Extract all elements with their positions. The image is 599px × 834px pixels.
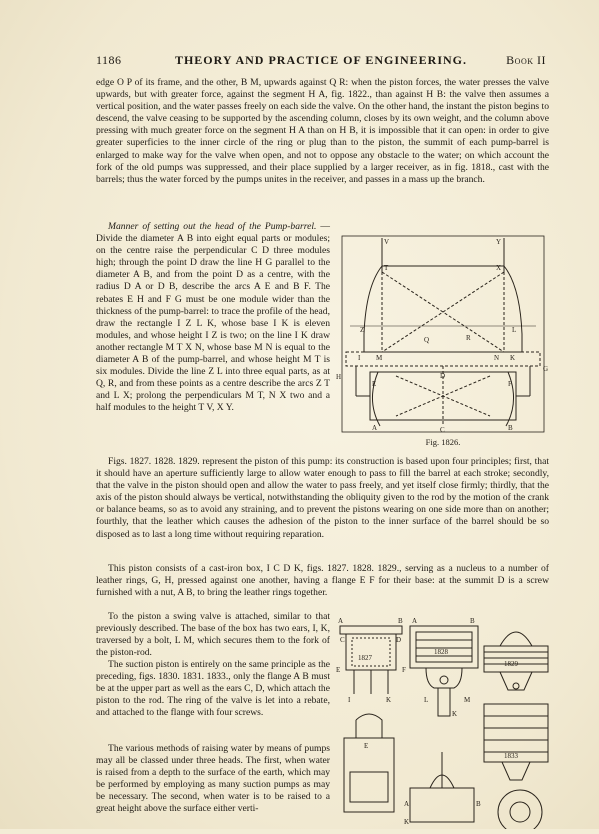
figure-label: M (464, 696, 471, 704)
figure-label: E (364, 742, 369, 750)
figure-label: L (424, 696, 429, 704)
paragraph-suction-piston (96, 659, 330, 719)
paragraph-raising-water (96, 743, 330, 816)
figure-number: 1833 (504, 752, 518, 760)
figure-label: K (452, 710, 458, 718)
figure-label: D (396, 636, 402, 644)
figure-label: B (508, 424, 513, 432)
figure-label: A (338, 617, 344, 625)
figure-label: V (384, 238, 390, 246)
figure-label: I (358, 354, 361, 362)
figure-label: K (404, 818, 410, 826)
figure-label: B (470, 617, 475, 625)
figure-label: H (336, 373, 342, 381)
figure-label: B (476, 800, 481, 808)
figure-label: G (543, 365, 549, 373)
paragraph-text: To the piston a swing valve is attached, similar to that previously described. The base of the box has two ears, I, K, traversed by a bolt, L M, which secures them to the fork of the piston-rod. (96, 611, 330, 659)
figure-1826 (336, 226, 550, 452)
figure-label: X (496, 264, 502, 272)
running-title: THEORY AND PRACTICE OF ENGINEERING. (174, 53, 468, 67)
figure-label: I (348, 696, 351, 704)
paragraph-text: edge O P of its frame, and the other, B M, upwards against Q R: when the piston forces, the water presses the valve upwards, but with greater force, against the segment H A, fig. 1822., than against H B: the valve then assumes a vertical position, and the water passes freely on each side the valve. On the other hand, the instant the piston begins to descend, the valve ceasing to be supported by the ascending column, closes by its own weight, and the column above pressing with much greater force on the segment H A than on H B, it is impossible that it can open: in order to give greater superficies to the inner circle of the ring or plug than to the piston, the summit of each pump-barrel is enlarged to make way for the valve when open, and not to oppose any obstacle to the water; on which account the fork of the old pumps was suppressed, and their place supplied by a larger receiver, as in fig. 1818., cast with the barrels; thus the water forced by the pumps unites in the receiver, and passes in a mass up the branch. (96, 77, 549, 185)
figure-caption: Fig. 1826. (425, 437, 461, 447)
figure-label: N (494, 354, 500, 362)
figure-label: A (372, 424, 378, 432)
paragraph-text: — Divide the diameter A B into eight equal parts or modules; on the centre raise the perpendicular C D three modules high; through the point D draw the line H G parallel to the diameter A B, and from the point D as a centre, with the radius D A or D B, describe the arcs A E and B F. The rebates E H and F G must be one module wider than the thickness of the pump-barrel: to trace the profile of the head, draw the rectangle I Z L K, whose base I K is eleven modules, and whose height I Z is two; on the line I K draw another rectangle M T X N, whose base M N is equal to the diameter A B of the pump-barrel, and whose height M T is six modules. Divide the line Z L into three equal parts, as at Q, R, and from these points as a centre describe the arcs Z T and L X; prolong the perpendiculars M T, N X two and a half modules to the height T V, X Y. (96, 221, 330, 414)
figure-label: A (404, 800, 410, 808)
figure-label: Y (496, 238, 502, 246)
figure-label: C (340, 636, 345, 644)
pump-head-drawing (336, 226, 550, 436)
figure-label: L (512, 326, 517, 334)
figure-label: Q (424, 336, 430, 344)
figure-label: K (386, 696, 392, 704)
paragraph-text: The suction piston is entirely on the same principle as the preceding, figs. 1830. 1831. 1833., only the flange A B must be at the upper part as well as the ears C, D, which attach the piston to the rod. The ring of the valve is let into a rebate, and attached to the flange with four screws. (96, 659, 330, 719)
figure-label: K (510, 354, 516, 362)
figure-number: 1829 (504, 660, 518, 668)
figure-label: F (402, 666, 406, 674)
running-header (96, 53, 546, 69)
book-label: Book II (506, 53, 546, 67)
paragraph-text: This piston consists of a cast-iron box, I C D K, figs. 1827. 1828. 1829., serving as a nucleus to a number of leather rings, G, H, pressed against one another, having a flange E F for their base: at the summit D is a screw furnished with a nut, A B, to bring the leather rings together. (96, 563, 549, 599)
paragraph-valve-continued (96, 77, 549, 186)
piston-drawings (334, 612, 552, 829)
figure-label: C (440, 426, 445, 434)
paragraph-text: Figs. 1827. 1828. 1829. represent the piston of this pump: its construction is based upon four principles; first, that it should have an aperture sufficiently large to allow water enough to pass to fill the barrel at each stroke; secondly, that the valve in the piston should open and allow the water to pass freely, and yet itself close firmly; thirdly, that the axis of the piston should always be vertical, notwithstanding the obliquity given to the rod by the motion of the crank or balance beams, so as to avoid any straining, and to prevent the pistons wearing on one side more than on another; fourthly, that the leather which causes the adhesion of the piston to the inner surface of the barrel should be so disposed as to last a long time without requiring reparation. (96, 456, 549, 540)
paragraph-swing-valve (96, 611, 330, 659)
paragraph-piston-principles (96, 456, 549, 541)
figure-number: 1827 (358, 654, 372, 662)
figure-number: 1828 (434, 648, 448, 656)
figure-label: E (372, 380, 377, 388)
figure-label: R (466, 334, 471, 342)
figure-label: F (508, 380, 512, 388)
section-heading: Manner of setting out the head of the Pump-barrel. (108, 221, 317, 232)
paragraph-pump-head (96, 221, 330, 415)
paragraph-piston-construction (96, 563, 549, 599)
figure-label: Z (360, 326, 365, 334)
figure-label: M (376, 354, 383, 362)
figure-label: E (336, 666, 341, 674)
page-number: 1186 (96, 53, 122, 67)
figure-label: D (440, 372, 446, 380)
paragraph-text: The various methods of raising water by means of pumps may all be classed under three heads. The first, when water is raised from a depth to the surface of the earth, which may be performed by employing as many suction pumps as may be necessary. The second, when water is to be raised to a great height above the surface either verti- (96, 743, 330, 815)
figure-label: A (412, 617, 418, 625)
figure-label: B (398, 617, 403, 625)
figures-piston (334, 612, 552, 829)
figure-label: T (384, 264, 389, 272)
